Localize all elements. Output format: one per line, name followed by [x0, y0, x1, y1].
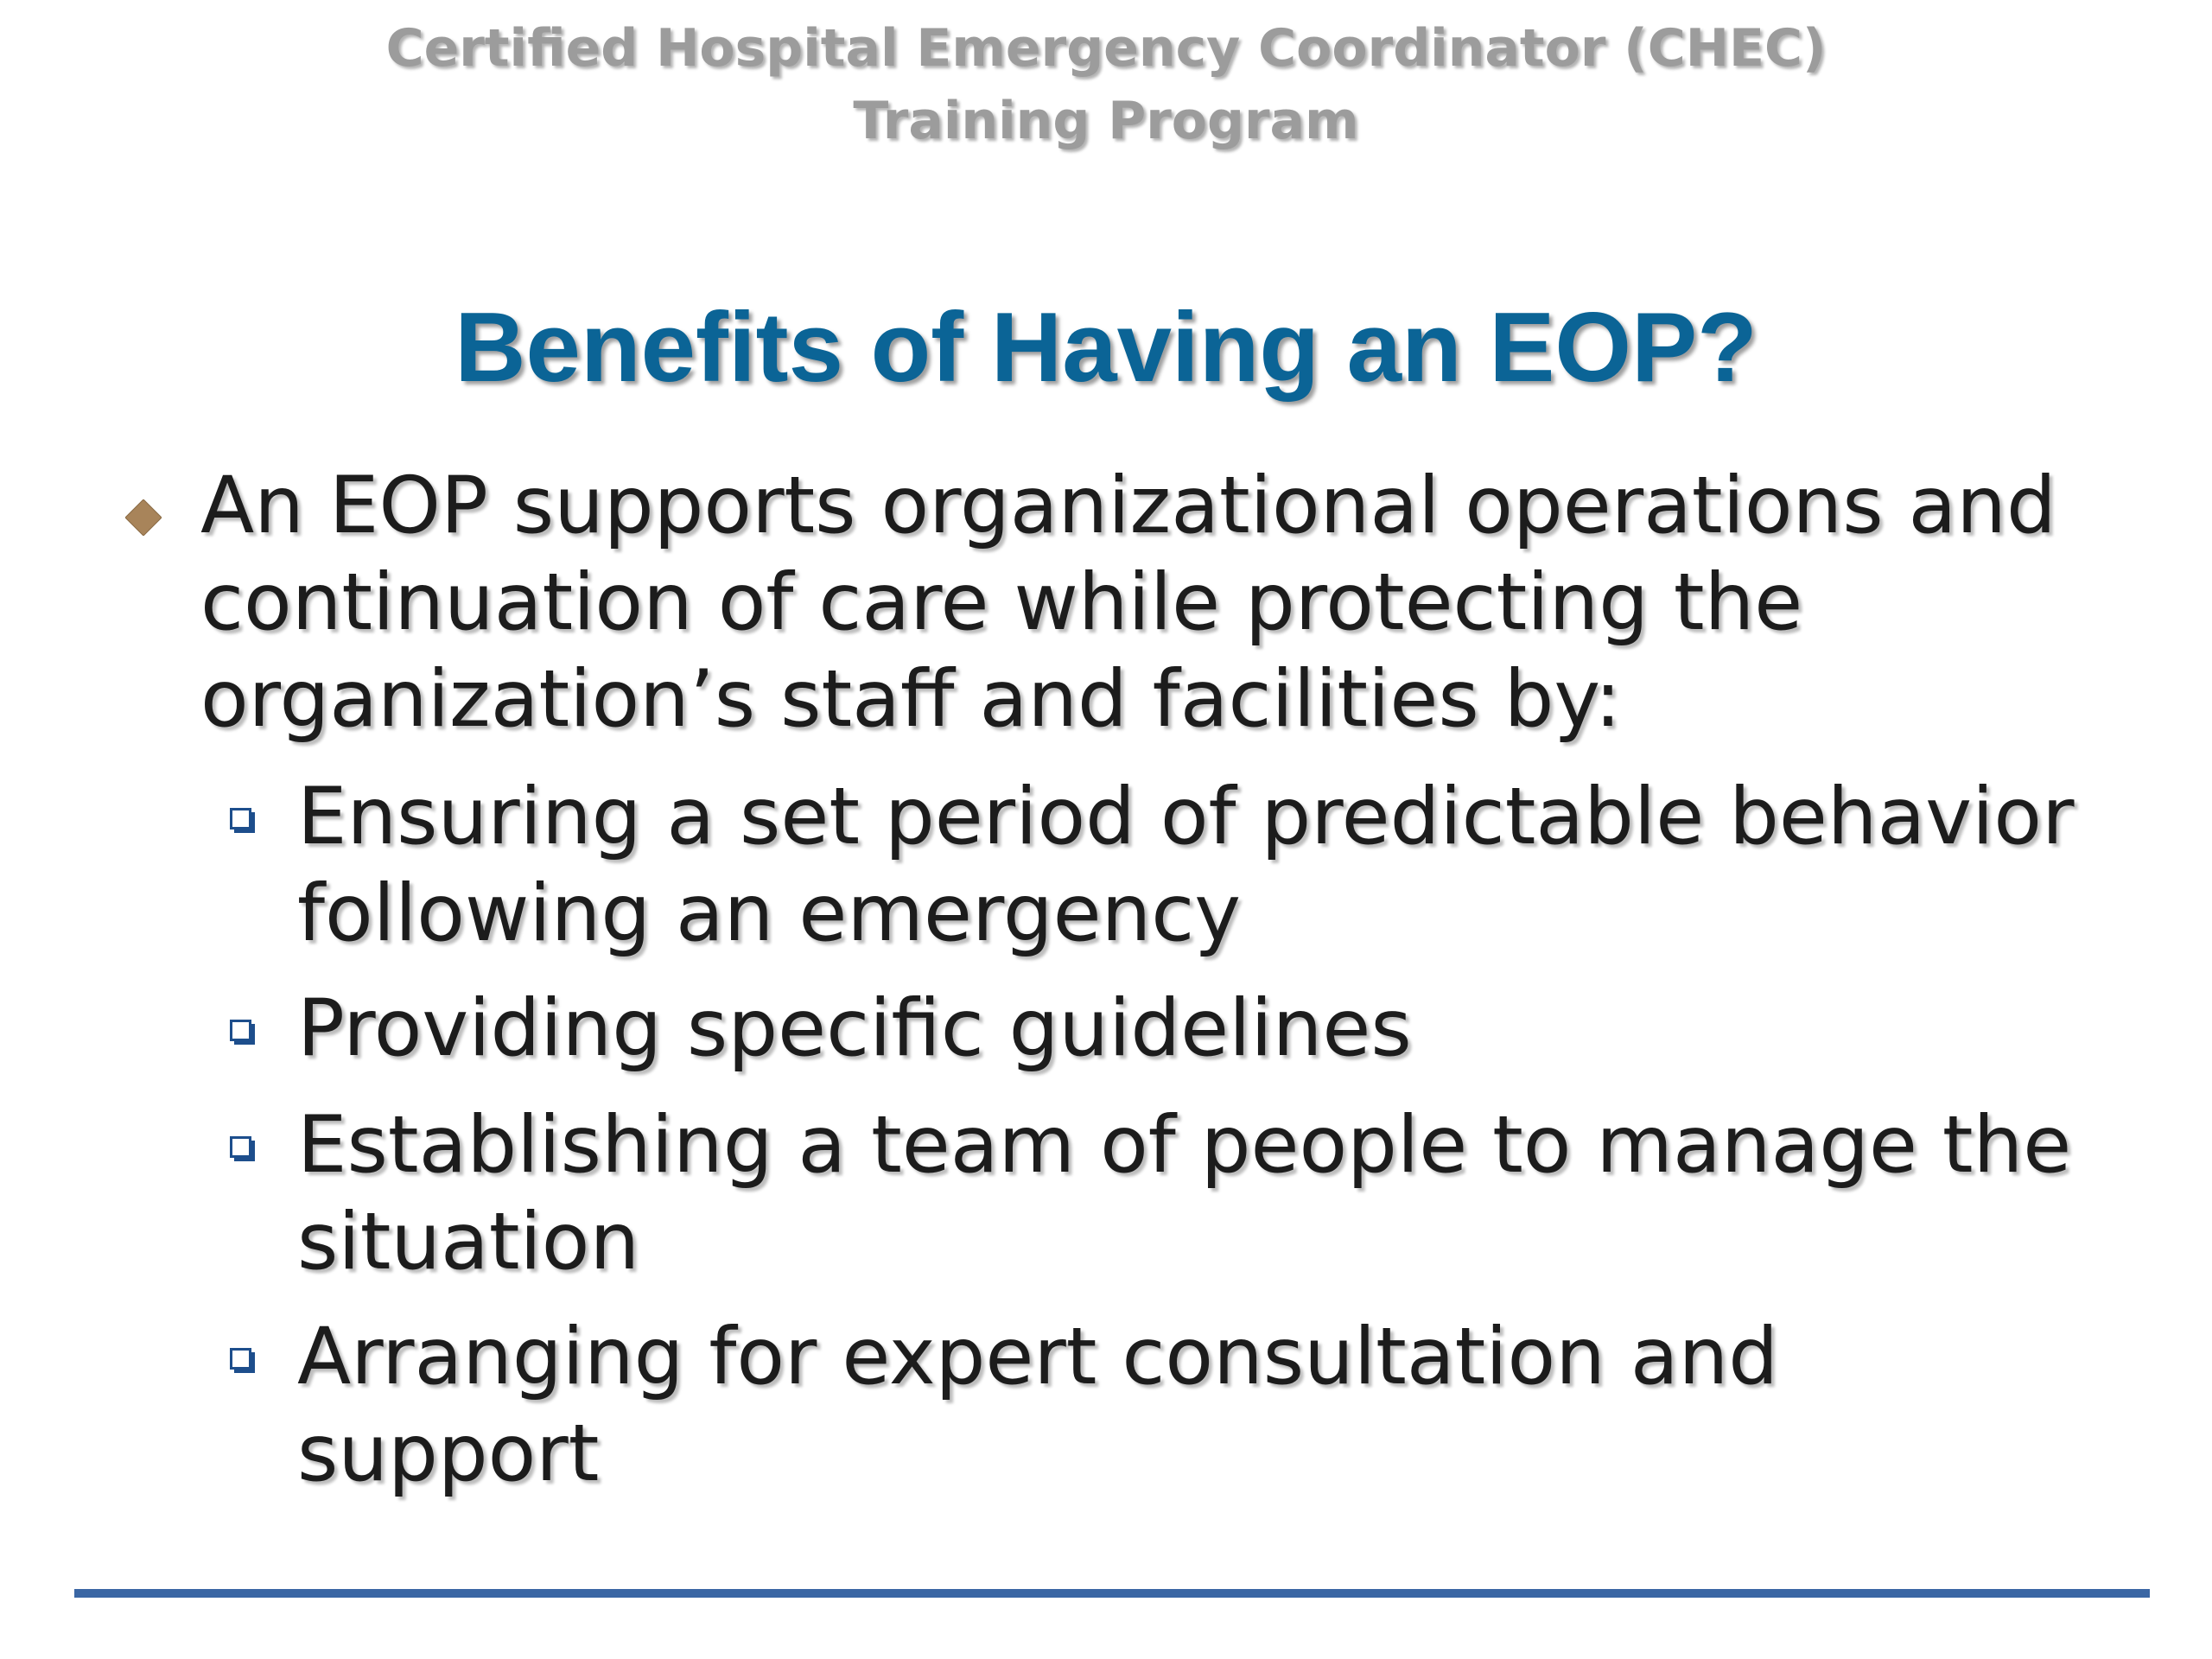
sub-bullet-line: following an emergency: [297, 868, 1242, 959]
sub-bullet-line: situation: [297, 1197, 640, 1287]
main-bullet-line: continuation of care while protecting the: [200, 557, 1803, 648]
hollow-square-icon: [230, 1020, 256, 1046]
sub-bullet-item: [297, 1309, 2155, 1503]
sub-bullet-line: Providing specific guidelines: [297, 983, 1412, 1074]
main-bullet-text: [200, 458, 2153, 748]
diamond-icon: [125, 499, 162, 536]
program-header-line-2: Training Program: [853, 91, 1359, 151]
hollow-square-icon: [230, 1136, 256, 1162]
sub-bullet-line: Establishing a team of people to manage the: [297, 1100, 2072, 1191]
footer-divider: [74, 1589, 2150, 1598]
sub-bullet-item: [297, 981, 2155, 1077]
slide-body: [0, 458, 2212, 1521]
sub-bullet-line: Ensuring a set period of predictable behavior: [297, 772, 2075, 862]
slide-title: Benefits of Having an EOP?: [454, 293, 1758, 403]
main-bullet-line: organization’s staff and facilities by:: [200, 654, 1622, 745]
hollow-square-icon: [230, 808, 256, 834]
sub-bullet-item: [297, 1097, 2155, 1291]
main-bullet-line: An EOP supports organizational operations and: [200, 461, 2056, 551]
sub-bullet-item: [297, 769, 2155, 963]
hollow-square-icon: [230, 1348, 256, 1374]
program-header-line-1: Certified Hospital Emergency Coordinator (CHEC): [385, 18, 1827, 79]
sub-bullet-line: support: [297, 1408, 600, 1499]
sub-bullet-line: Arranging for expert consultation and: [297, 1312, 1779, 1402]
program-header: [0, 12, 2212, 157]
